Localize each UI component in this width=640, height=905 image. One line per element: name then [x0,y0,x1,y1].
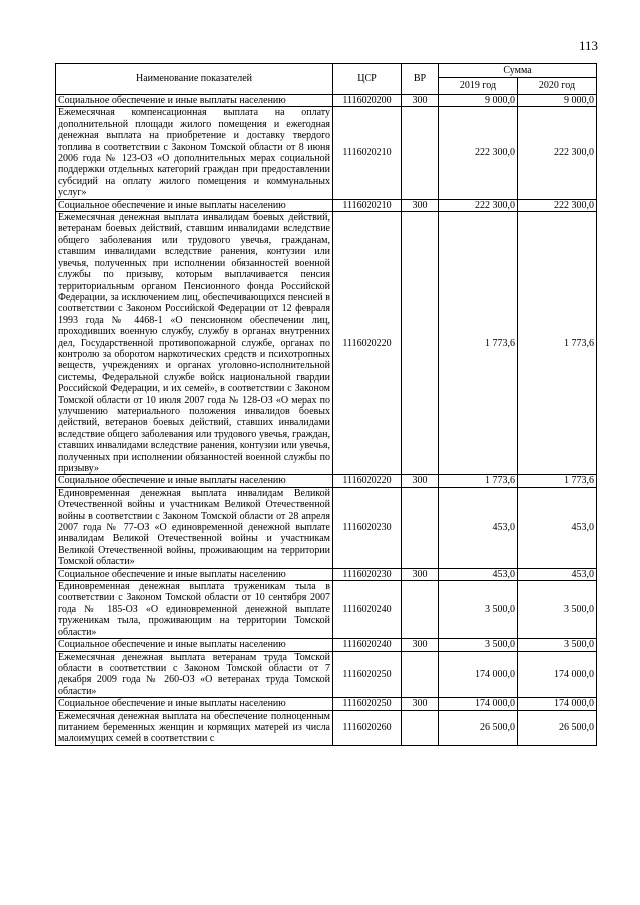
row-2019: 222 300,0 [439,199,518,211]
budget-table [55,63,597,746]
table-row [56,710,597,745]
row-2020: 3 500,0 [518,639,597,651]
page-number: 113 [578,38,598,53]
row-vr [402,710,439,745]
row-csr: 1116020210 [333,107,402,199]
row-csr: 1116020230 [333,568,402,580]
table-row [56,95,597,107]
row-2020: 222 300,0 [518,199,597,211]
row-2019: 174 000,0 [439,651,518,698]
row-vr [402,107,439,199]
row-csr: 1116020240 [333,639,402,651]
table-row [56,568,597,580]
row-2020: 174 000,0 [518,698,597,710]
table-row [56,639,597,651]
row-2019: 3 500,0 [439,639,518,651]
row-csr: 1116020230 [333,487,402,568]
row-name: Социальное обеспечение и иные выплаты населению [56,199,333,211]
row-2019: 222 300,0 [439,107,518,199]
row-name: Ежемесячная компенсационная выплата на оплату дополнительной площади жилого помещения и ежегодная денежная выплата на приобретение и доставку твердого топлива в соответствии с Законом Томской области от 8 июня 2006 года № 123-ОЗ «О дополнительных мерах социальной поддержки отдельных категорий граждан при предоставлении субсидий на оплату жилого помещения и коммунальных услуг» [56,107,333,199]
row-name: Социальное обеспечение и иные выплаты населению [56,698,333,710]
row-csr: 1116020260 [333,710,402,745]
row-vr [402,487,439,568]
row-csr: 1116020210 [333,199,402,211]
row-name: Социальное обеспечение и иные выплаты населению [56,568,333,580]
row-2020: 453,0 [518,568,597,580]
table-row [56,475,597,487]
row-vr: 300 [402,568,439,580]
row-name: Социальное обеспечение и иные выплаты населению [56,95,333,107]
table-row [56,698,597,710]
row-name: Единовременная денежная выплата инвалидам Великой Отечественной войны и участникам Великой Отечественной войны в соответствии с Законом Томской области от 28 апреля 2007 года № 77-ОЗ «О единовременной денежной выплате инвалидам Великой Отечественной войны и участникам Великой Отечественной войны, проживающим на территории Томской области» [56,487,333,568]
row-vr [402,581,439,639]
row-csr: 1116020220 [333,212,402,475]
table-row [56,581,597,639]
header-name: Наименование показателей [56,64,333,95]
header-year-2019: 2019 год [439,78,518,95]
row-2019: 1 773,6 [439,212,518,475]
row-csr: 1116020250 [333,651,402,698]
row-vr: 300 [402,475,439,487]
row-vr: 300 [402,95,439,107]
table-row [56,651,597,698]
row-2019: 1 773,6 [439,475,518,487]
row-2020: 3 500,0 [518,581,597,639]
row-name: Социальное обеспечение и иные выплаты населению [56,475,333,487]
row-csr: 1116020220 [333,475,402,487]
row-vr [402,212,439,475]
row-2019: 453,0 [439,487,518,568]
row-2019: 9 000,0 [439,95,518,107]
row-2020: 1 773,6 [518,212,597,475]
header-csr: ЦСР [333,64,402,95]
table-row [56,487,597,568]
table-row [56,212,597,475]
header-year-2020: 2020 год [518,78,597,95]
row-name: Ежемесячная денежная выплата ветеранам труда Томской области в соответствии с Законом Томской области от 7 декабря 2009 года № 260-ОЗ «О ветеранах труда Томской области» [56,651,333,698]
row-name: Единовременная денежная выплата труженикам тыла в соответствии с Законом Томской области от 10 сентября 2007 года № 185-ОЗ «О единовременной денежной выплате труженикам тыла, проживающим на территории Томской области» [56,581,333,639]
row-name: Ежемесячная денежная выплата на обеспечение полноценным питанием беременных женщин и кормящих матерей из числа малоимущих семей в соответствии с [56,710,333,745]
row-2020: 222 300,0 [518,107,597,199]
row-2020: 9 000,0 [518,95,597,107]
row-2019: 26 500,0 [439,710,518,745]
header-sum: Сумма [439,64,597,78]
row-vr [402,651,439,698]
row-2020: 174 000,0 [518,651,597,698]
table-row [56,107,597,199]
header-vr: ВР [402,64,439,95]
row-csr: 1116020250 [333,698,402,710]
row-vr: 300 [402,199,439,211]
row-2019: 3 500,0 [439,581,518,639]
row-name: Социальное обеспечение и иные выплаты населению [56,639,333,651]
table-row [56,199,597,211]
row-csr: 1116020240 [333,581,402,639]
row-vr: 300 [402,698,439,710]
row-vr: 300 [402,639,439,651]
row-csr: 1116020200 [333,95,402,107]
row-2020: 453,0 [518,487,597,568]
row-2019: 174 000,0 [439,698,518,710]
row-2020: 1 773,6 [518,475,597,487]
row-2020: 26 500,0 [518,710,597,745]
row-name: Ежемесячная денежная выплата инвалидам боевых действий, ветеранам боевых действий, ставшим инвалидами вследствие общего заболевания или трудового увечья, гражданам, ставшим инвалидами вследствие ранения, контузии или увечья, полученных при исполнении обязанностей военной службы по призыву, которым выплачивается пенсия территориальным органом Пенсионного фонда Российской Федерации, за исключением лиц, обеспечивающихся пенсией в соответствии с Законом Российской Федерации от 12 февраля 1993 года № 4468-1 «О пенсионном обеспечении лиц, проходивших военную службу, службу в органах внутренних дел, Государственной противопожарной службе, органах по контролю за оборотом наркотических средств и психотропных веществ, учреждениях и органах уголовно-исполнительной системы, Федеральной службе войск национальной гвардии Российской Федерации, и их семей», в соответствии с Законом Томской области от 10 июля 2007 года № 128-ОЗ «О мерах по улучшению материального положения инвалидов боевых действий, ветеранов боевых действий, ставших инвалидами вследствие общего заболевания или трудового увечья, граждан, ставших инвалидами вследствие ранения, контузии или увечья, полученных при исполнении обязанностей военной службы по призыву» [56,212,333,475]
row-2019: 453,0 [439,568,518,580]
